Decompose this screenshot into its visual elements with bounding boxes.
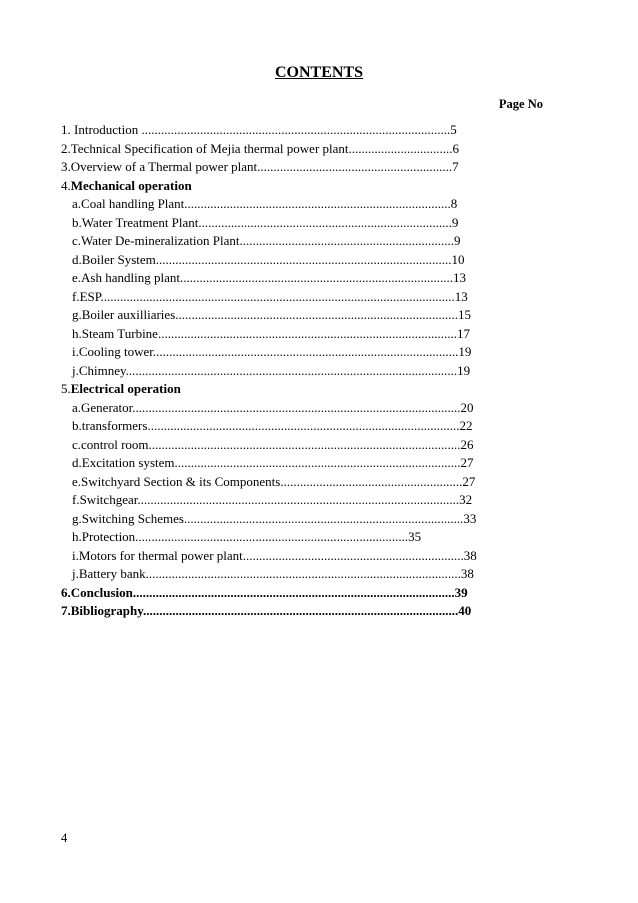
- toc-entry: [61, 177, 561, 196]
- toc-section-heading: Mechanical operation: [70, 177, 192, 193]
- toc-entry: a.Generator.....................................................................................................20: [72, 399, 474, 415]
- table-of-contents: [61, 121, 561, 621]
- toc-entry: b.Water Treatment Plant..............................................................................9: [72, 214, 459, 230]
- toc-entry: [61, 380, 561, 399]
- toc-entry: h.Steam Turbine............................................................................................17: [72, 325, 470, 341]
- toc-entry: c.Water De-mineralization Plant..................................................................9: [72, 233, 461, 248]
- toc-entry: 7.Bibliography.................................................................................................40: [61, 603, 472, 618]
- toc-entry: b.transformers................................................................................................22: [72, 418, 473, 433]
- toc-entry: j.Battery bank.................................................................................................38: [72, 566, 474, 581]
- toc-entry: 6.Conclusion...................................................................................................39: [61, 584, 468, 600]
- toc-entry: c.control room................................................................................................26: [72, 436, 474, 452]
- toc-entry: i.Motors for thermal power plant....................................................................38: [72, 547, 477, 563]
- toc-entry: g.Switching Schemes......................................................................................33: [72, 510, 477, 526]
- toc-entry: 1. Introduction ...............................................................................................5: [61, 122, 457, 137]
- page-no-label: Page No: [498, 97, 543, 111]
- toc-entry: d.Boiler System...........................................................................................10: [72, 251, 465, 267]
- toc-entry: e.Ash handling plant....................................................................................13: [72, 270, 466, 285]
- toc-entry: a.Coal handling Plant..................................................................................8: [72, 196, 458, 211]
- toc-entry: g.Boiler auxilliaries.......................................................................................15: [72, 307, 472, 322]
- toc-entry-number: 4.: [61, 177, 71, 193]
- toc-entry: 3.Overview of a Thermal power plant............................................................7: [61, 159, 459, 174]
- toc-entry: f.ESP.............................................................................................................13: [72, 288, 468, 304]
- toc-entry: f.Switchgear...................................................................................................32: [72, 492, 473, 507]
- toc-entry: h.Protection....................................................................................35: [72, 529, 422, 544]
- toc-entry: e.Switchyard Section & its Components........................................................27: [72, 473, 476, 489]
- page-title: CONTENTS: [274, 64, 364, 81]
- toc-entry-number: 5.: [61, 381, 71, 396]
- toc-section-heading: Electrical operation: [70, 381, 181, 396]
- toc-entry: i.Cooling tower..............................................................................................19: [72, 344, 472, 359]
- toc-entry: d.Excitation system........................................................................................27: [72, 455, 474, 470]
- footer-page-number: 4: [61, 831, 68, 845]
- toc-entry: j.Chimney......................................................................................................19: [72, 362, 471, 378]
- toc-entry: 2.Technical Specification of Mejia thermal power plant................................6: [61, 140, 460, 156]
